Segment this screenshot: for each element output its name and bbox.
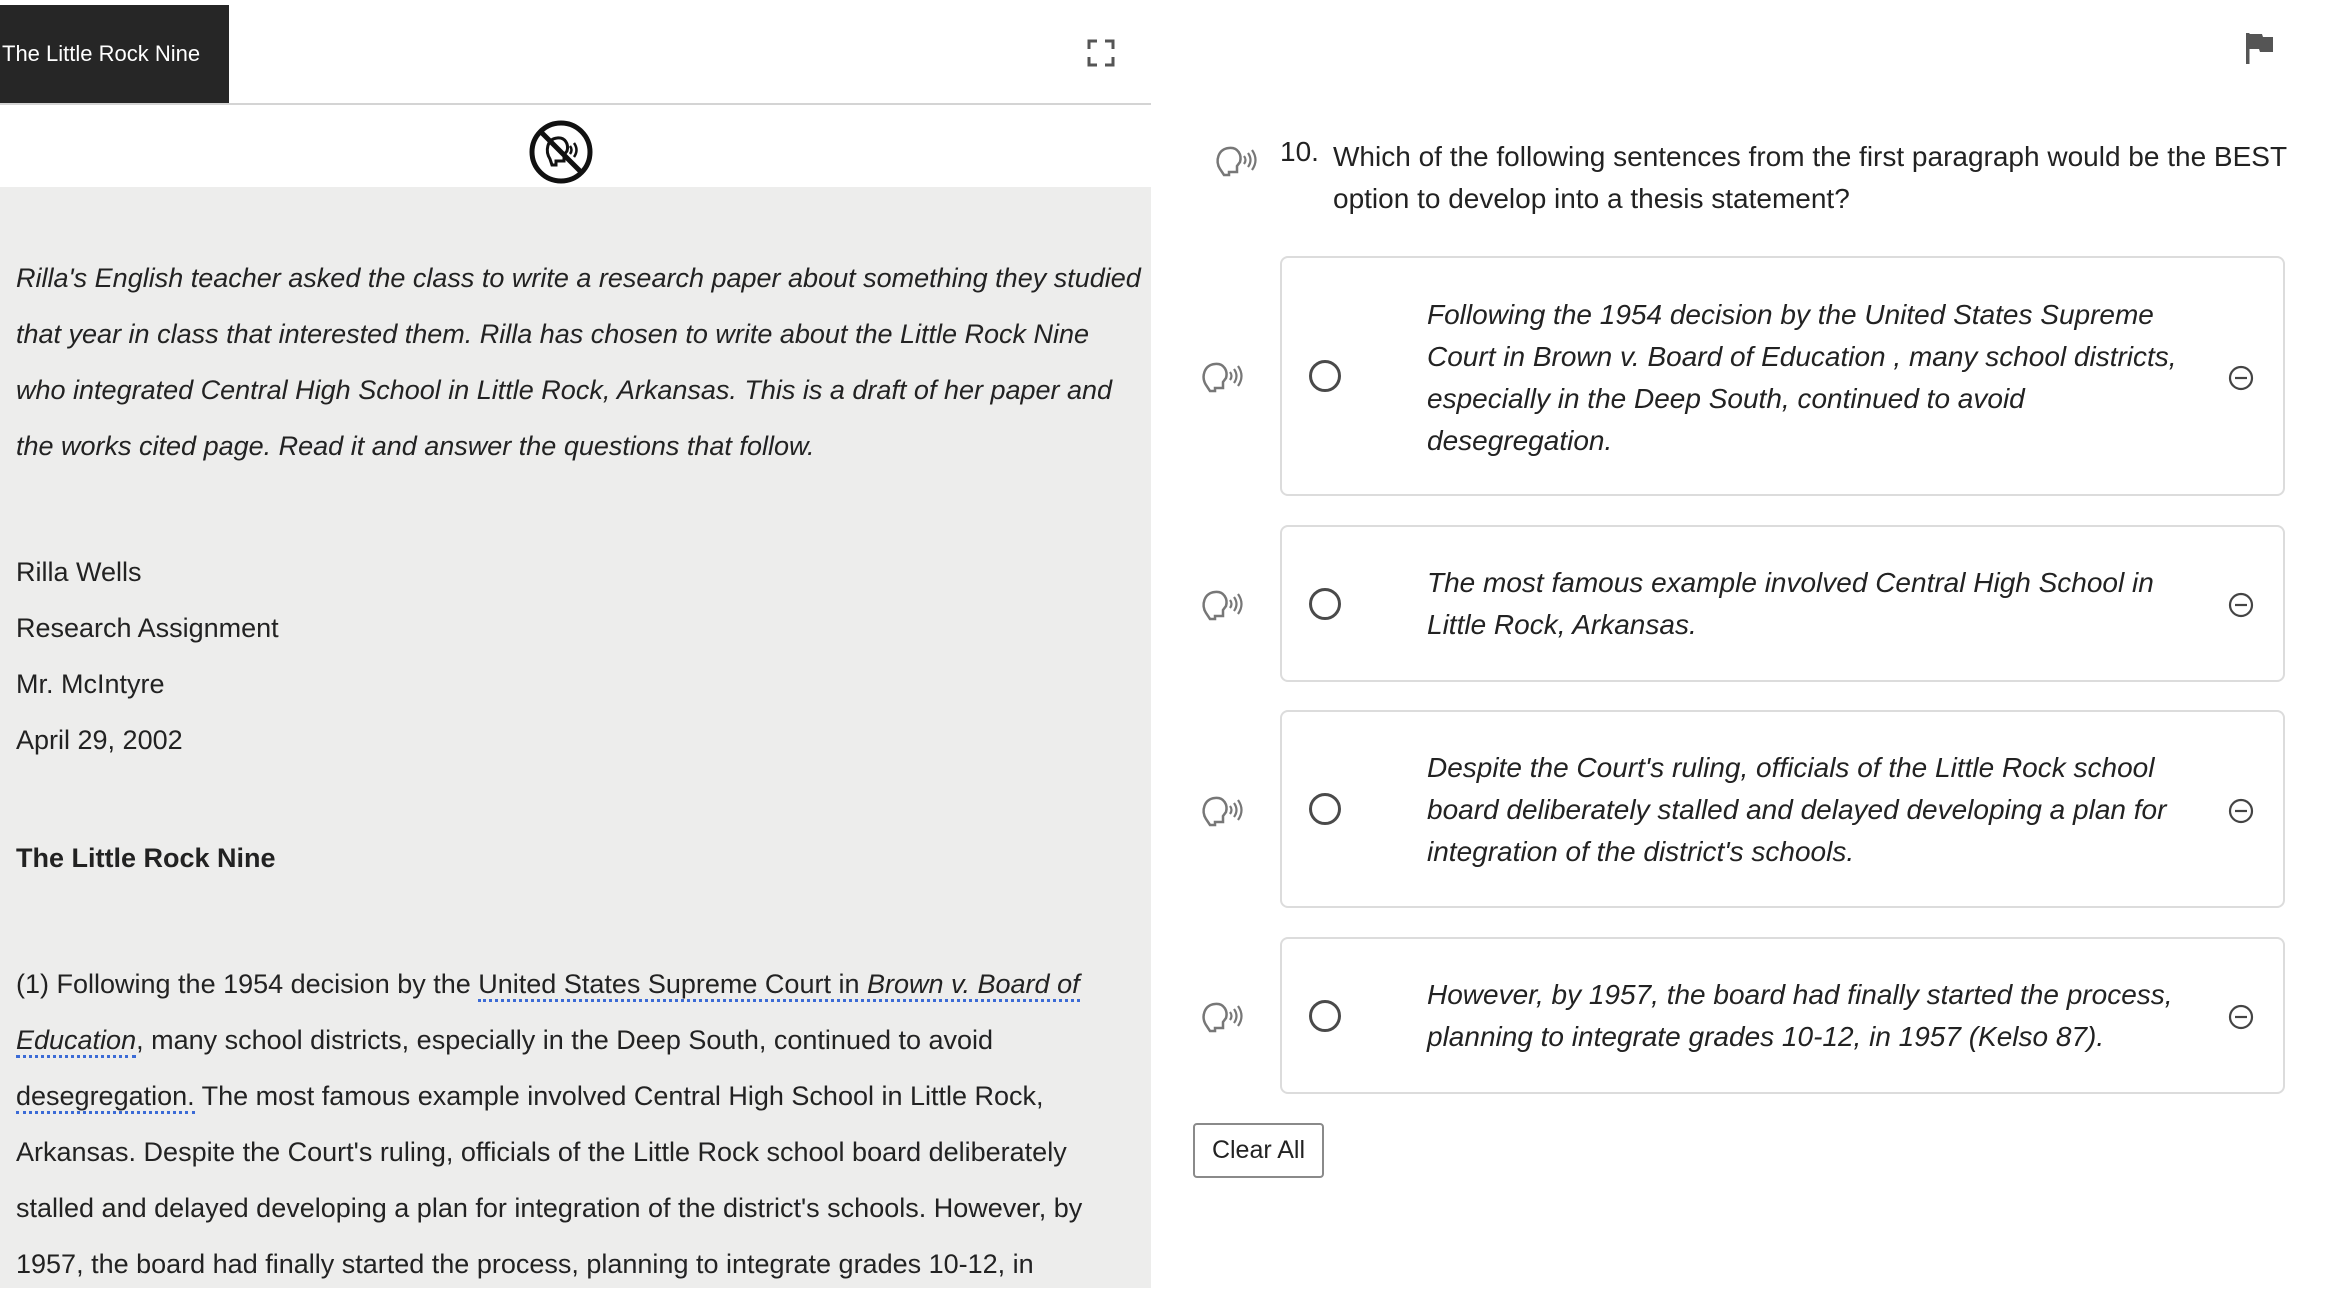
answer-radio-c[interactable] (1309, 793, 1341, 825)
paragraph-1-after-case: , many school districts, especially in the Deep South, continued to avoid (136, 1025, 994, 1055)
minus-circle-icon[interactable] (2228, 798, 2254, 824)
passage-content (16, 250, 1146, 1292)
speaking-head-icon[interactable] (1200, 999, 1244, 1033)
speaking-head-icon[interactable] (1214, 143, 1258, 177)
glossary-term-desegregation[interactable]: desegregation. (16, 1081, 195, 1114)
flag-icon[interactable] (2242, 30, 2276, 66)
passage-header (0, 0, 1151, 105)
paper-title: The Little Rock Nine (16, 843, 276, 873)
answer-radio-d[interactable] (1309, 1000, 1341, 1032)
speaking-head-icon[interactable] (1200, 359, 1244, 393)
speaking-head-icon[interactable] (1200, 793, 1244, 827)
minus-circle-icon[interactable] (2228, 365, 2254, 391)
text-to-speech-bar (0, 105, 1151, 187)
answer-radio-b[interactable] (1309, 588, 1341, 620)
clear-all-button[interactable]: Clear All (1193, 1123, 1324, 1178)
passage-pane (0, 0, 1151, 1288)
teacher-name: Mr. McIntyre (16, 669, 165, 699)
glossary-term-supreme-court-text: United States Supreme Court in (478, 969, 867, 999)
assignment-name: Research Assignment (16, 613, 279, 643)
answer-text-d: However, by 1957, the board had finally started the process, planning to integrate grades 10-12, in 1957 (Kelso 87). (1427, 979, 2173, 1052)
answer-choice-d[interactable] (1280, 937, 2285, 1094)
student-name: Rilla Wells (16, 557, 142, 587)
text-to-speech-off-icon[interactable] (528, 119, 594, 185)
minus-circle-icon[interactable] (2228, 592, 2254, 618)
answer-choice-b[interactable] (1280, 525, 2285, 682)
paper-date: April 29, 2002 (16, 725, 183, 755)
answer-radio-a[interactable] (1309, 360, 1341, 392)
paper-heading (16, 544, 1146, 768)
answer-text-c: Despite the Court's ruling, officials of the Little Rock school board deliberately stalled and delayed developing a plan for integration of the district's schools. (1427, 752, 2167, 867)
expand-icon[interactable] (1086, 38, 1116, 68)
minus-circle-icon[interactable] (2228, 1004, 2254, 1030)
paragraph-1 (16, 956, 1146, 1292)
speaking-head-icon[interactable] (1200, 587, 1244, 621)
answer-choice-c[interactable] (1280, 710, 2285, 908)
question-text: Which of the following sentences from the first paragraph would be the BEST option to develop into a thesis statement? (1333, 141, 2287, 214)
paragraph-1-start: (1) Following the 1954 decision by the (16, 969, 479, 999)
paragraph-1-rest: The most famous example involved Central High School in Little Rock, Arkansas. Despite the Court's ruling, officials of the Little Rock school board deliberately stalled and delayed developing a plan for integration of the district's schools. However, by 1957, the board had finally started the process, planning to integrate grades 10-12, in (16, 1081, 1083, 1279)
answer-text-b: The most famous example involved Central High School in Little Rock, Arkansas. (1427, 567, 2154, 640)
passage-intro: Rilla's English teacher asked the class to write a research paper about something they studied that year in class that interested them. Rilla has chosen to write about the Little Rock Nine who integrated Central High School in Little Rock, Arkansas. This is a draft of her paper and the works cited page. Read it and answer the questions that follow. (16, 263, 1141, 461)
answer-choice-a[interactable] (1280, 256, 2285, 496)
answer-text-a: Following the 1954 decision by the United States Supreme Court in Brown v. Board of Education , many school districts, especially in the Deep South, continued to avoid desegregation. (1427, 299, 2177, 456)
glossary-term-case-name: Brown v. Board of Education (16, 969, 1080, 1055)
question-number: 10. (1280, 136, 1319, 167)
passage-tab[interactable]: The Little Rock Nine (0, 5, 229, 103)
